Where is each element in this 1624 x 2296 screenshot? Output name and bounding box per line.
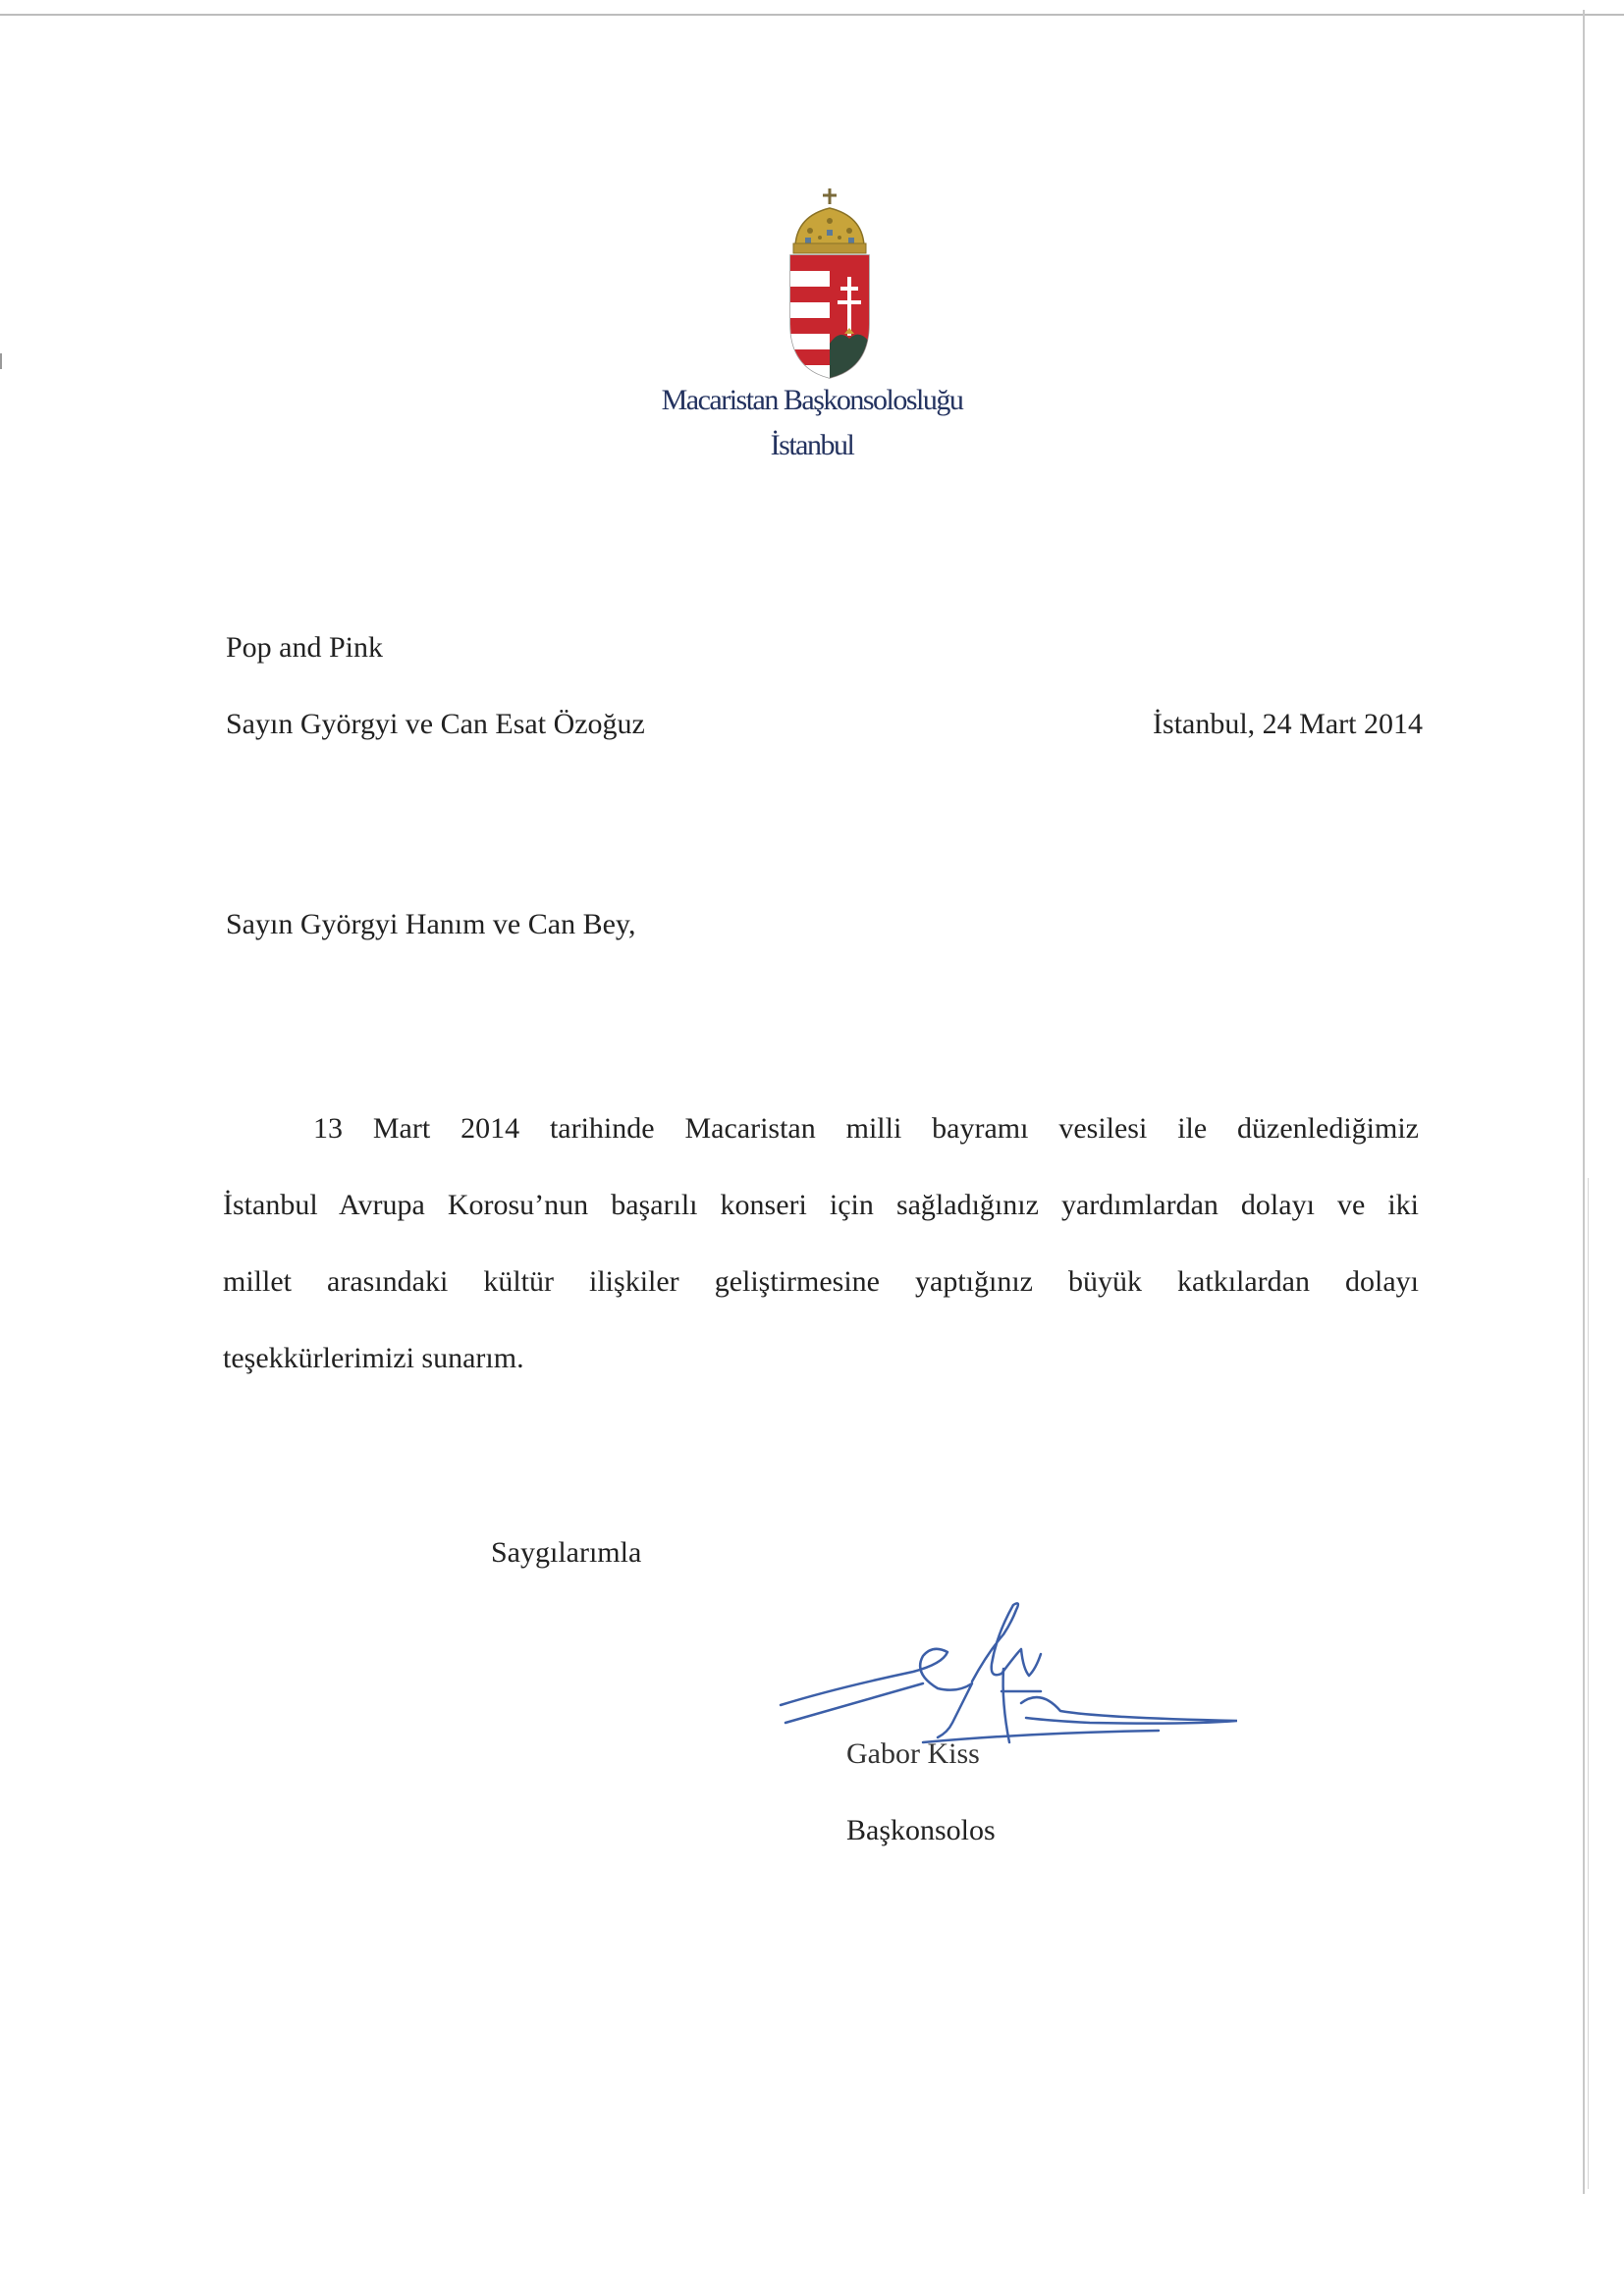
letter-body bbox=[223, 1109, 1419, 1415]
signer-name: Gabor Kiss bbox=[846, 1737, 980, 1770]
closing: Saygılarımla bbox=[491, 1536, 642, 1569]
salutation: Sayın Györgyi Hanım ve Can Bey, bbox=[226, 908, 636, 940]
body-line: millet arasındaki kültür ilişkiler geliştirmesine yaptığınız büyük katkılardan dolayı bbox=[223, 1265, 1419, 1298]
signer-title: Başkonsolos bbox=[846, 1814, 996, 1846]
hungarian-coat-of-arms-icon bbox=[776, 187, 884, 383]
letter-date: İstanbul, 24 Mart 2014 bbox=[1153, 708, 1423, 740]
consulate-name: Macaristan Başkonsolosluğu bbox=[661, 384, 963, 416]
body-line: teşekkürlerimizi sunarım. bbox=[223, 1342, 524, 1374]
scan-edge-right bbox=[1583, 10, 1585, 2194]
consulate-city: İstanbul bbox=[770, 429, 854, 461]
scan-edge-right-secondary bbox=[1588, 1178, 1589, 2189]
body-line: 13 Mart 2014 tarihinde Macaristan milli bayramı vesilesi ile düzenlediğimiz bbox=[313, 1112, 1419, 1145]
body-line: İstanbul Avrupa Korosu’nun başarılı konseri için sağladığınız yardımlardan dolayı ve iki bbox=[223, 1189, 1419, 1221]
scan-edge-top bbox=[0, 14, 1624, 16]
recipient-organization: Pop and Pink bbox=[226, 631, 384, 664]
handwritten-signature-icon bbox=[776, 1595, 1237, 1791]
recipient-name: Sayın Györgyi ve Can Esat Özoğuz bbox=[226, 708, 645, 740]
scan-mark-left bbox=[0, 353, 2, 369]
